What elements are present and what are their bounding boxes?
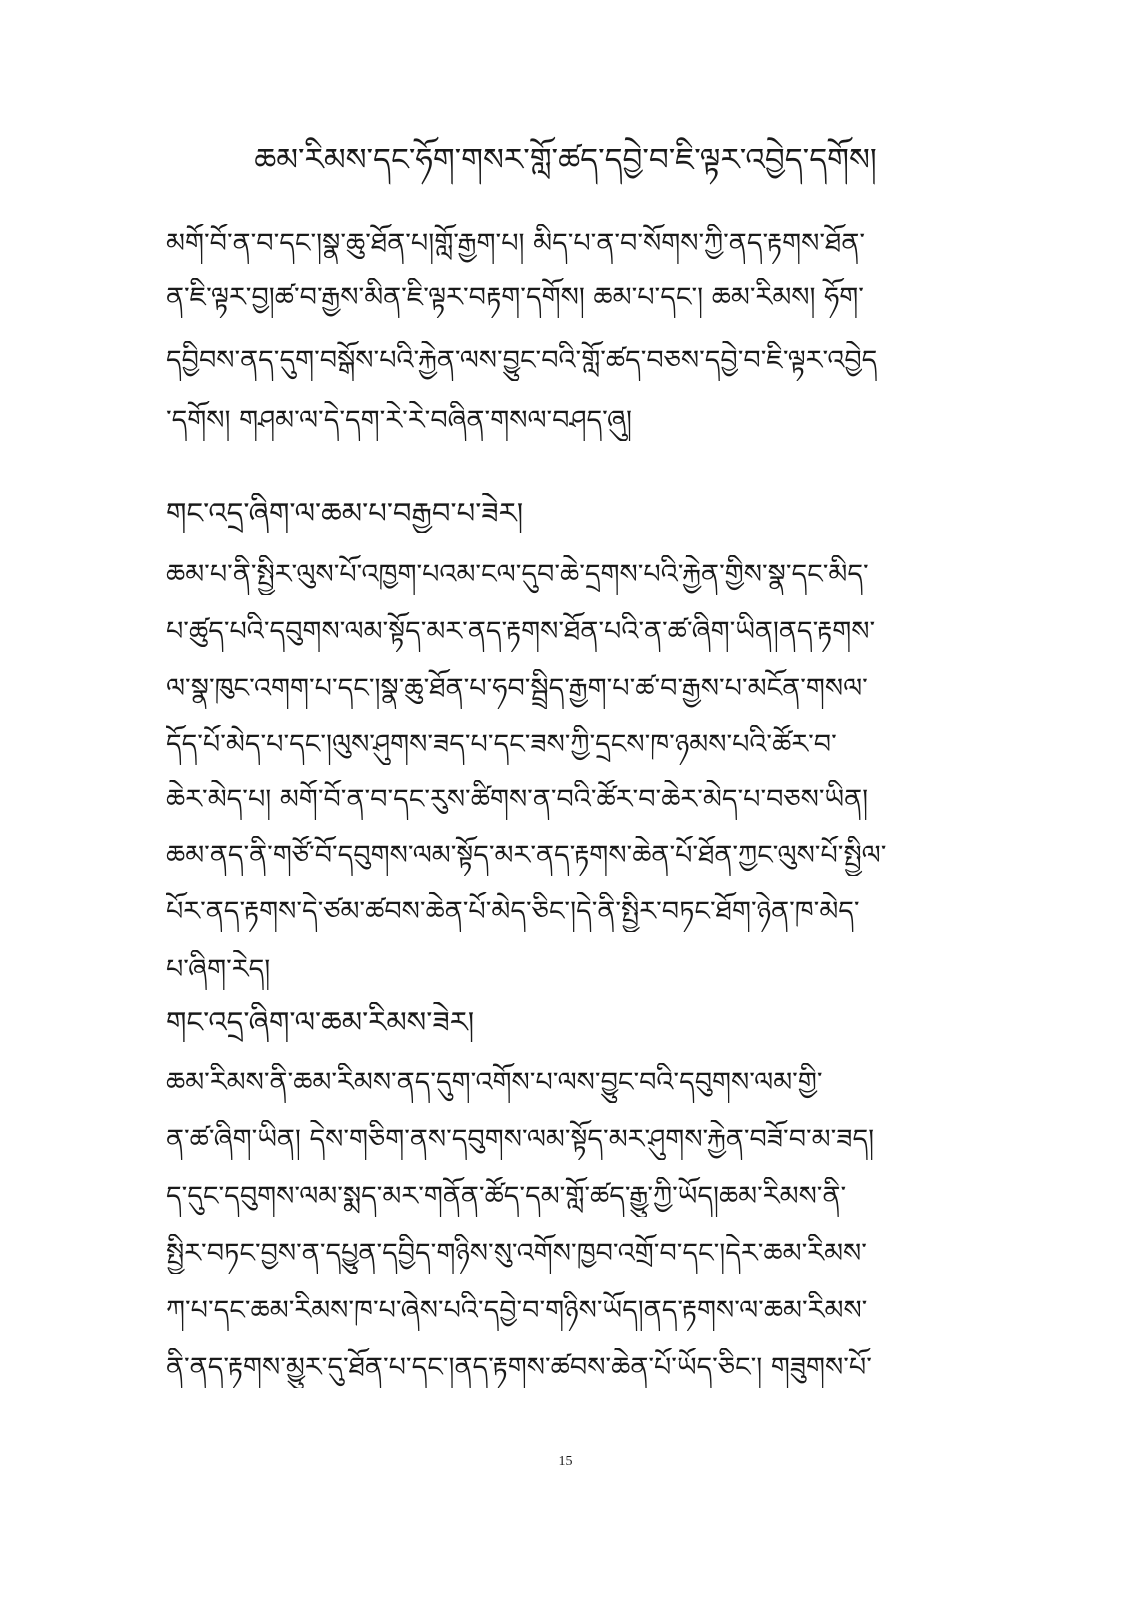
paragraph-line: ལ་སྣ་ཁུང་འགག་པ་དང་།སྣ་ཆུ་ཐོན་པ་ཧབ་སྦྲིད་རྒྱག་པ་ཚ་བ་རྒྱས་པ་མངོན་གསལ་ xyxy=(166,673,868,704)
paragraph-line: ན་ཚ་ཞིག་ཡིན། དེས་གཅིག་ནས་དབུགས་ལམ་སྟོད་མར་ཤུགས་རྐྱེན་བཟོ་བ་མ་ཟད། xyxy=(166,1124,875,1155)
page-title: ཆམ་རིམས་དང་ཧོག་གསར་གློ་ཚད་དབྱེ་བ་ཇི་ལྟར་འབྱེད་དགོས། xyxy=(254,142,877,178)
paragraph-line: ཀ་པ་དང་ཆམ་རིམས་ཁ་པ་ཞེས་པའི་དབྱེ་བ་གཉིས་ཡོད།ནད་རྟགས་ལ་ཆམ་རིམས་ xyxy=(166,1295,868,1326)
section-heading-influenza: གང་འདྲ་ཞིག་ལ་ཆམ་རིམས་ཟེར། xyxy=(166,1005,475,1039)
paragraph-line: ཆམ་རིམས་ནི་ཆམ་རིམས་ནད་དུག་འགོས་པ་ལས་བྱུང་བའི་དབུགས་ལམ་གྱི་ xyxy=(166,1067,823,1098)
intro-line-1: མགོ་བོ་ན་བ་དང་།སྣ་ཆུ་ཐོན་པ།གློ་རྒྱག་པ། མིད་པ་ན་བ་སོགས་ཀྱི་ནད་རྟགས་ཐོན་ xyxy=(166,228,865,259)
page-number: 15 xyxy=(558,1454,573,1469)
paragraph-line: དོད་པོ་མེད་པ་དང་།ལུས་ཤུགས་ཟད་པ་དང་ཟས་ཀྱི་དྲངས་ཁ་ཉམས་པའི་ཚོར་བ་ xyxy=(166,729,837,760)
paragraph-line: ནི་ནད་རྟགས་མྱུར་དུ་ཐོན་པ་དང་།ནད་རྟགས་ཚབས་ཆེན་པོ་ཡོད་ཅིང་། གཟུགས་པོ་ xyxy=(166,1352,872,1383)
paragraph-line: པ་ཚུད་པའི་དབུགས་ལམ་སྟོད་མར་ནད་རྟགས་ཐོན་པའི་ན་ཚ་ཞིག་ཡིན།ནད་རྟགས་ xyxy=(166,616,876,647)
paragraph-line: ཆམ་ནད་ནི་གཙོ་བོ་དབུགས་ལམ་སྟོད་མར་ནད་རྟགས་ཆེན་པོ་ཐོན་ཀྱང་ལུས་པོ་སྤྱིལ་ xyxy=(166,840,887,871)
paragraph-line: པ་ཞིག་རེད། xyxy=(166,954,271,985)
paragraph-line: ད་དུང་དབུགས་ལམ་སྨད་མར་གནོན་ཚོད་དམ་གློ་ཚད་རྒྱུ་ཀྱི་ཡོད།ཆམ་རིམས་ནི་ xyxy=(166,1181,847,1212)
intro-line-2: ན་ཇི་ལྟར་བྱ།ཚ་བ་རྒྱས་མིན་ཇི་ལྟར་བརྟག་དགོས། ཆམ་པ་དང་། ཆམ་རིམས། ཧོག་ xyxy=(166,282,864,313)
paragraph-line: ཆེར་མེད་པ། མགོ་བོ་ན་བ་དང་རུས་ཚིགས་ན་བའི་ཚོར་བ་ཆེར་མེད་པ་བཅས་ཡིན། xyxy=(166,784,869,815)
paragraph-line: པོར་ནད་རྟགས་དེ་ཙམ་ཚབས་ཆེན་པོ་མེད་ཅིང་།དེ་ནི་སྤྱིར་བཏང་ཐོག་ཉེན་ཁ་མེད་ xyxy=(166,896,860,927)
paragraph-line: ཆམ་པ་ནི་སྤྱིར་ལུས་པོ་འཁྱག་པའམ་ངལ་དུབ་ཆེ་དྲགས་པའི་རྐྱེན་གྱིས་སྣ་དང་མིད་ xyxy=(166,559,869,590)
intro-line-4: ་དགོས། གཤམ་ལ་དེ་དག་རེ་རེ་བཞིན་གསལ་བཤད་ཞུ། xyxy=(166,405,632,436)
section-heading-cold: གང་འདྲ་ཞིག་ལ་ཆམ་པ་བརྒྱབ་པ་ཟེར། xyxy=(166,496,524,530)
paragraph-line: སྤྱིར་བཏང་བྱས་ན་དཔྱུན་དབྱིད་གཉིས་སུ་འགོས་ཁྱབ་འགྲོ་བ་དང་།དེར་ཆམ་རིམས་ xyxy=(166,1238,867,1269)
intro-line-3: དབྱིབས་ནད་དུག་བསྒོས་པའི་རྐྱེན་ལས་བྱུང་བའི་གློ་ཚད་བཅས་དབྱེ་བ་ཇི་ལྟར་འབྱེད xyxy=(166,345,878,376)
